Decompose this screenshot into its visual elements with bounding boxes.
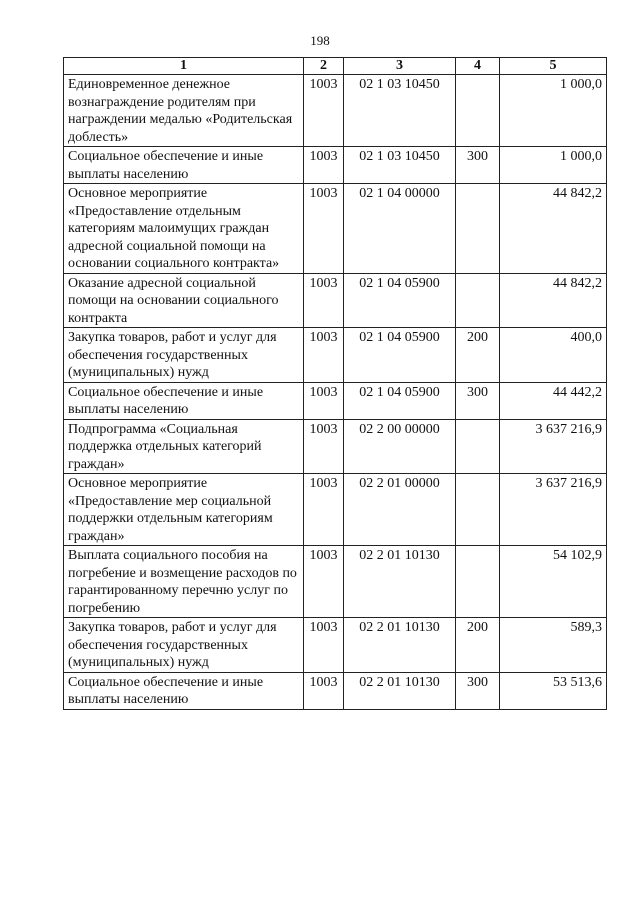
row-name-cell: Единовременное денежное вознаграждение родителям при награждении медалью «Родительская доблесть» bbox=[64, 75, 304, 147]
row-section-cell: 1003 bbox=[304, 419, 344, 474]
row-sum-cell: 1 000,0 bbox=[500, 75, 607, 147]
header-col-3: 3 bbox=[344, 58, 456, 75]
row-name-cell: Закупка товаров, работ и услуг для обеспечения государственных (муниципальных) нужд bbox=[64, 618, 304, 673]
table-row bbox=[64, 419, 607, 474]
row-name-cell: Социальное обеспечение и иные выплаты населению bbox=[64, 382, 304, 419]
table-row bbox=[64, 546, 607, 618]
table-row bbox=[64, 672, 607, 709]
row-sum-cell: 400,0 bbox=[500, 328, 607, 383]
row-code-cell: 02 2 01 10130 bbox=[344, 672, 456, 709]
row-type-cell bbox=[456, 184, 500, 274]
row-sum-cell: 3 637 216,9 bbox=[500, 419, 607, 474]
row-code-cell: 02 1 03 10450 bbox=[344, 75, 456, 147]
row-type-cell: 300 bbox=[456, 382, 500, 419]
row-type-cell bbox=[456, 75, 500, 147]
row-type-cell bbox=[456, 273, 500, 328]
row-section-cell: 1003 bbox=[304, 184, 344, 274]
header-col-4: 4 bbox=[456, 58, 500, 75]
row-sum-cell: 44 842,2 bbox=[500, 273, 607, 328]
row-sum-cell: 53 513,6 bbox=[500, 672, 607, 709]
row-type-cell: 300 bbox=[456, 672, 500, 709]
table-row bbox=[64, 618, 607, 673]
row-type-cell: 200 bbox=[456, 328, 500, 383]
row-sum-cell: 54 102,9 bbox=[500, 546, 607, 618]
row-name-cell: Основное мероприятие «Предоставление отдельным категориям малоимущих граждан адресной социальной помощи на основании социального контракта» bbox=[64, 184, 304, 274]
row-section-cell: 1003 bbox=[304, 382, 344, 419]
row-type-cell bbox=[456, 546, 500, 618]
row-sum-cell: 3 637 216,9 bbox=[500, 474, 607, 546]
table-row bbox=[64, 382, 607, 419]
row-code-cell: 02 2 01 00000 bbox=[344, 474, 456, 546]
table-row bbox=[64, 474, 607, 546]
row-name-cell: Подпрограмма «Социальная поддержка отдельных категорий граждан» bbox=[64, 419, 304, 474]
row-code-cell: 02 1 04 05900 bbox=[344, 328, 456, 383]
row-type-cell bbox=[456, 474, 500, 546]
header-col-1: 1 bbox=[64, 58, 304, 75]
row-code-cell: 02 1 04 05900 bbox=[344, 382, 456, 419]
row-code-cell: 02 2 01 10130 bbox=[344, 618, 456, 673]
row-section-cell: 1003 bbox=[304, 328, 344, 383]
table-row bbox=[64, 147, 607, 184]
row-sum-cell: 589,3 bbox=[500, 618, 607, 673]
row-code-cell: 02 1 04 05900 bbox=[344, 273, 456, 328]
table-row bbox=[64, 273, 607, 328]
row-sum-cell: 44 842,2 bbox=[500, 184, 607, 274]
row-code-cell: 02 2 01 10130 bbox=[344, 546, 456, 618]
row-sum-cell: 1 000,0 bbox=[500, 147, 607, 184]
row-name-cell: Закупка товаров, работ и услуг для обеспечения государственных (муниципальных) нужд bbox=[64, 328, 304, 383]
header-col-5: 5 bbox=[500, 58, 607, 75]
row-section-cell: 1003 bbox=[304, 273, 344, 328]
table-row bbox=[64, 75, 607, 147]
row-name-cell: Оказание адресной социальной помощи на основании социального контракта bbox=[64, 273, 304, 328]
row-type-cell bbox=[456, 419, 500, 474]
budget-table bbox=[63, 57, 607, 710]
row-code-cell: 02 2 00 00000 bbox=[344, 419, 456, 474]
row-section-cell: 1003 bbox=[304, 147, 344, 184]
row-section-cell: 1003 bbox=[304, 546, 344, 618]
table-row bbox=[64, 328, 607, 383]
row-section-cell: 1003 bbox=[304, 75, 344, 147]
header-col-2: 2 bbox=[304, 58, 344, 75]
row-type-cell: 300 bbox=[456, 147, 500, 184]
row-name-cell: Социальное обеспечение и иные выплаты населению bbox=[64, 147, 304, 184]
row-code-cell: 02 1 03 10450 bbox=[344, 147, 456, 184]
row-type-cell: 200 bbox=[456, 618, 500, 673]
row-name-cell: Основное мероприятие «Предоставление мер социальной поддержки отдельным категориям граждан» bbox=[64, 474, 304, 546]
table-header-row bbox=[64, 58, 607, 75]
row-sum-cell: 44 442,2 bbox=[500, 382, 607, 419]
row-section-cell: 1003 bbox=[304, 672, 344, 709]
row-name-cell: Социальное обеспечение и иные выплаты населению bbox=[64, 672, 304, 709]
row-section-cell: 1003 bbox=[304, 618, 344, 673]
table-row bbox=[64, 184, 607, 274]
row-code-cell: 02 1 04 00000 bbox=[344, 184, 456, 274]
row-name-cell: Выплата социального пособия на погребение и возмещение расходов по гарантированному перечню услуг по погребению bbox=[64, 546, 304, 618]
row-section-cell: 1003 bbox=[304, 474, 344, 546]
page-number: 198 bbox=[310, 33, 330, 48]
